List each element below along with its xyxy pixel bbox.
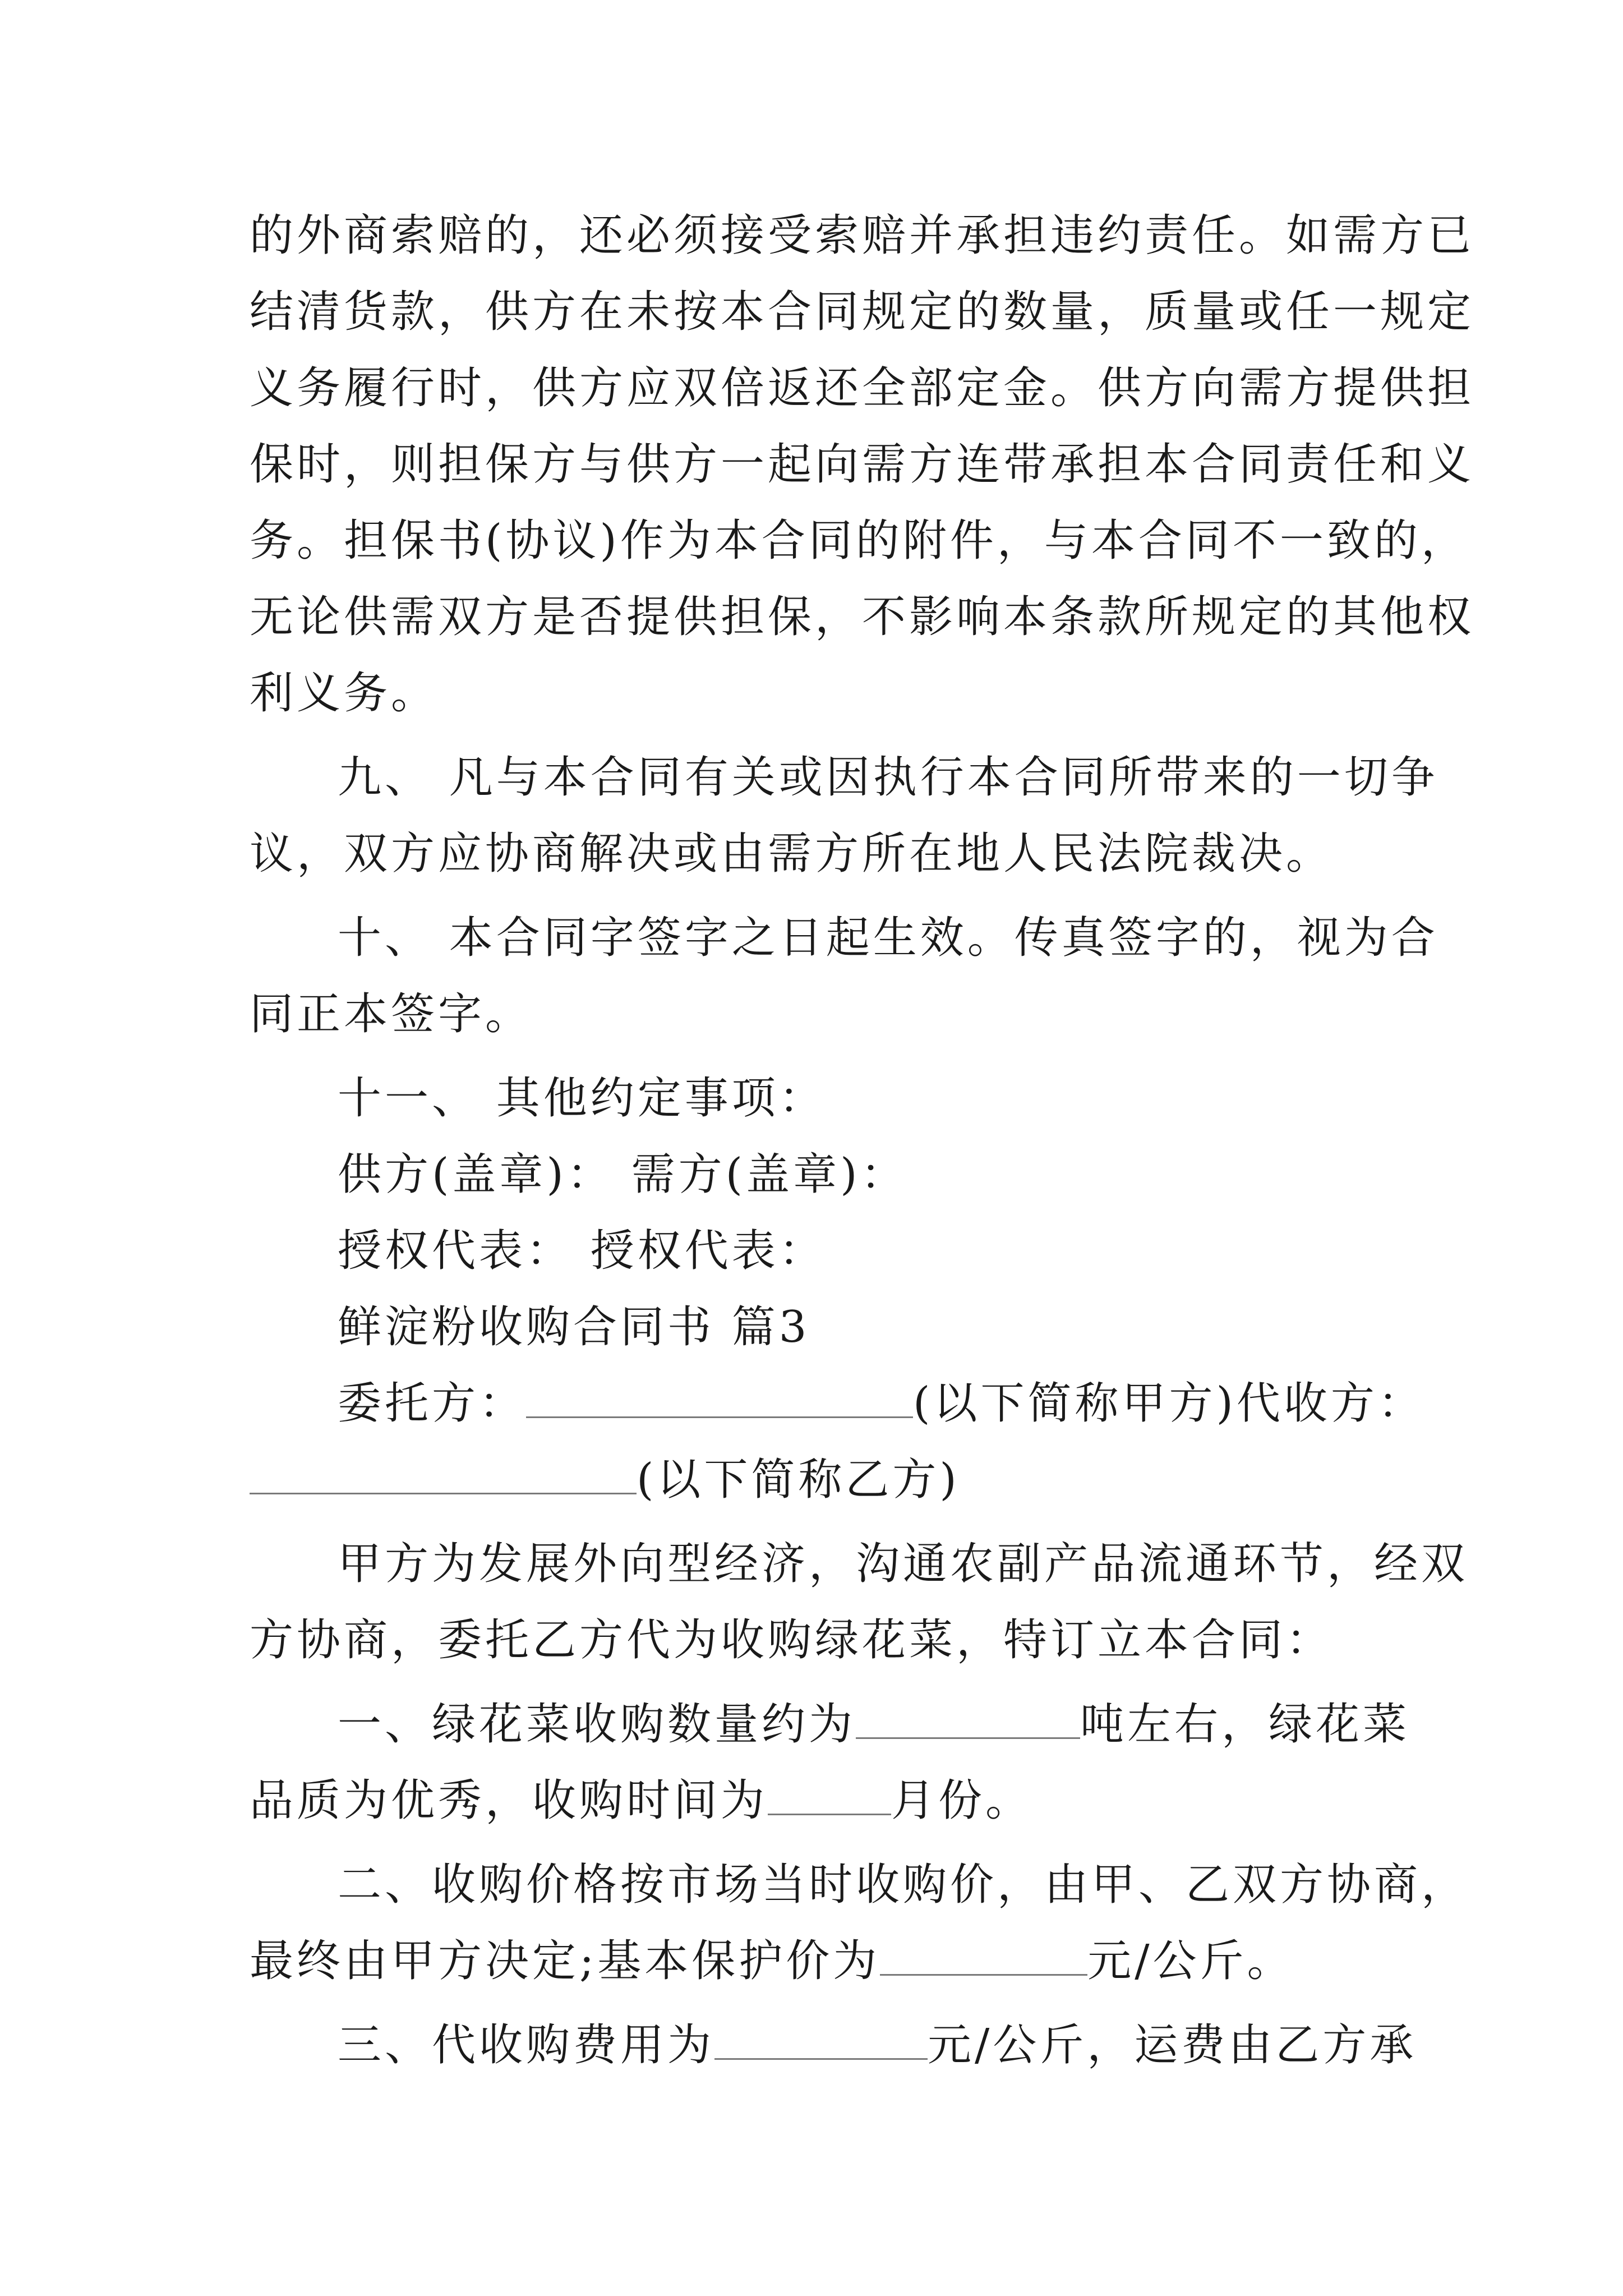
clause3-line-1 bbox=[338, 2007, 1417, 2083]
section-title: 鲜淀粉收购合同书 篇3 bbox=[338, 1302, 810, 1352]
para10-line-2: 同正本签字。 bbox=[250, 989, 533, 1039]
clause1-text-d: 月份。 bbox=[891, 1775, 1033, 1826]
agent-blank[interactable] bbox=[250, 1453, 637, 1494]
clause1-text-c: 品质为优秀，收购时间为 bbox=[250, 1775, 768, 1826]
clause3-text-b: 元/公斤，运费由乙方承 bbox=[928, 2020, 1417, 2070]
para8-line-4: 保时，则担保方与供方一起向需方连带承担本合同责任和义 bbox=[250, 439, 1475, 490]
consignor-blank[interactable] bbox=[526, 1377, 913, 1418]
para8-line-6: 无论供需双方是否提供担保，不影响本条款所规定的其他权 bbox=[250, 592, 1475, 642]
consignor-suffix: (以下简称甲方)代收方： bbox=[913, 1378, 1425, 1429]
clause2-line-2 bbox=[250, 1923, 1377, 1999]
month-blank[interactable] bbox=[768, 1774, 891, 1815]
consignor-line bbox=[338, 1365, 1425, 1442]
clause2-text-b: 元/公斤。 bbox=[1087, 1936, 1294, 1986]
agent-line bbox=[250, 1442, 1377, 1518]
para8-line-2: 结清货款，供方在未按本合同规定的数量，质量或任一规定 bbox=[250, 287, 1475, 337]
intro-line-1: 甲方为发展外向型经济，沟通农副产品流通环节，经双 bbox=[338, 1539, 1469, 1589]
protection-price-blank[interactable] bbox=[880, 1935, 1087, 1976]
clause1-text-a: 一、绿花菜收购数量约为 bbox=[338, 1699, 856, 1750]
para8-line-1: 的外商索赔的，还必须接受索赔并承担违约责任。如需方已 bbox=[250, 210, 1475, 261]
para9-line-2: 议，双方应协商解决或由需方所在地人民法院裁决。 bbox=[250, 829, 1334, 879]
para8-line-5: 务。担保书(协议)作为本合同的附件，与本合同不一致的， bbox=[250, 516, 1468, 566]
clause1-line-1 bbox=[338, 1686, 1410, 1763]
clause2-line-1: 二、收购价格按市场当时收购价，由甲、乙双方协商， bbox=[338, 1860, 1469, 1910]
quantity-blank[interactable] bbox=[856, 1698, 1080, 1739]
seal-line: 供方(盖章)： 需方(盖章)： bbox=[338, 1149, 908, 1200]
para11-other-terms: 十一、 其他约定事项： bbox=[338, 1073, 826, 1124]
clause1-line-2 bbox=[250, 1763, 1377, 1839]
clause1-text-b: 吨左右，绿花菜 bbox=[1080, 1699, 1410, 1750]
clause3-text-a: 三、代收购费用为 bbox=[338, 2020, 715, 2070]
para8-line-7: 利义务。 bbox=[250, 668, 439, 719]
representative-line: 授权代表： 授权代表： bbox=[338, 1226, 826, 1276]
para8-line-3: 义务履行时，供方应双倍返还全部定金。供方向需方提供担 bbox=[250, 363, 1475, 413]
clause2-text-a: 最终由甲方决定;基本保护价为 bbox=[250, 1936, 880, 1986]
agent-suffix: (以下简称乙方) bbox=[637, 1455, 960, 1505]
consignor-label: 委托方： bbox=[338, 1378, 527, 1429]
para10-line-1: 十、 本合同字签字之日起生效。传真签字的，视为合 bbox=[338, 913, 1438, 963]
para9-line-1: 九、 凡与本合同有关或因执行本合同所带来的一切争 bbox=[338, 752, 1438, 803]
intro-line-2: 方协商，委托乙方代为收购绿花菜，特订立本合同： bbox=[250, 1615, 1334, 1665]
fee-blank[interactable] bbox=[714, 2019, 928, 2060]
